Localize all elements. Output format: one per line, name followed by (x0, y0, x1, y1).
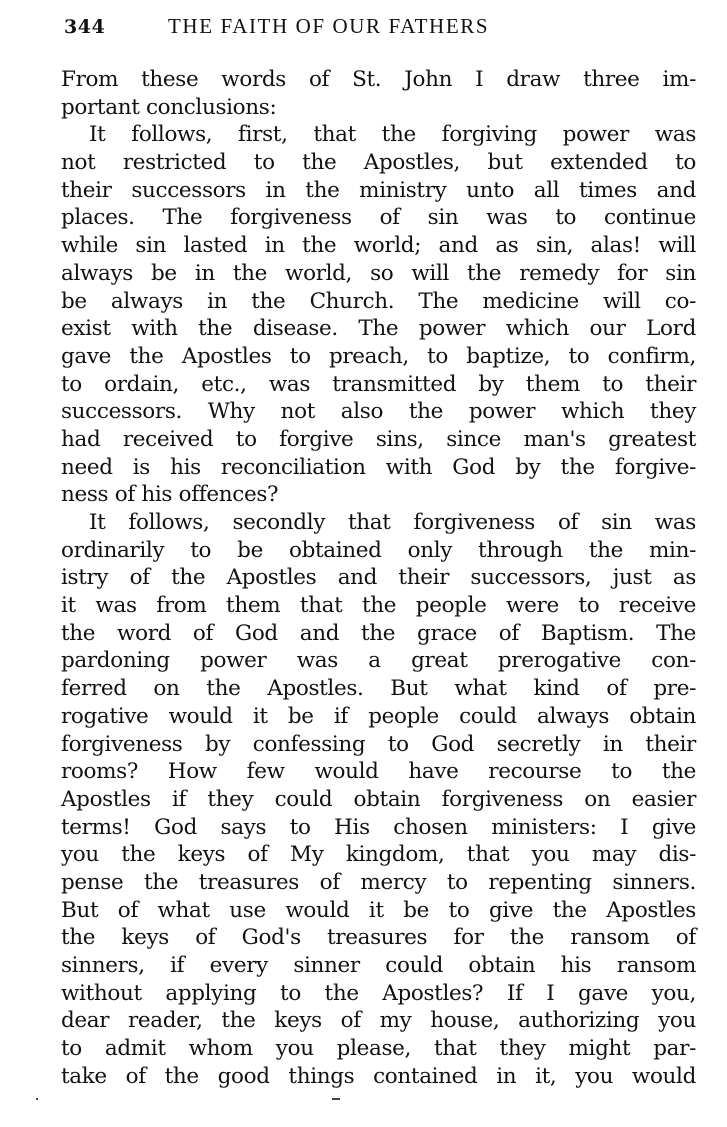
text-line: istry of the Apostles and their successors, just as (61, 565, 696, 591)
text-line: take of the good things contained in it, you would (61, 1063, 696, 1089)
text-line: their successors in the ministry unto all times and (61, 177, 696, 203)
text-line: while sin lasted in the world; and as sin, alas! will (61, 233, 696, 259)
text-line: From these words of St. John I draw three im- (61, 67, 696, 92)
text-line: pardoning power was a great prerogative con- (61, 648, 696, 674)
footer-printer-mark (332, 1098, 340, 1100)
text-line: ordinarily to be obtained only through the min- (61, 537, 696, 563)
text-line: It follows, secondly that forgiveness of sin was (89, 510, 696, 535)
text-line: dear reader, the keys of my house, authorizing you (61, 1008, 696, 1034)
body-text (61, 66, 696, 1090)
text-line: to admit whom you please, that they might par- (61, 1036, 696, 1062)
text-line: rooms? How few would have recourse to the (61, 759, 696, 785)
page-header (64, 14, 694, 50)
running-title: THE FAITH OF OUR FATHERS (168, 14, 490, 38)
page-number: 344 (64, 16, 106, 38)
text-line: not restricted to the Apostles, but extended to (61, 150, 696, 176)
text-line: the keys of God's treasures for the ransom of (61, 925, 696, 951)
text-line: always be in the world, so will the remedy for sin (61, 260, 696, 286)
text-line: gave the Apostles to preach, to baptize, to confirm, (61, 343, 696, 369)
text-line: had received to forgive sins, since man's greatest (61, 426, 696, 452)
text-line: exist with the disease. The power which our Lord (61, 316, 696, 342)
text-line: it was from them that the people were to receive (61, 593, 696, 619)
text-line: you the keys of My kingdom, that you may dis- (61, 842, 696, 868)
text-line: ferred on the Apostles. But what kind of pre- (61, 676, 696, 702)
text-line: be always in the Church. The medicine will co- (61, 288, 696, 314)
text-line: places. The forgiveness of sin was to continue (61, 205, 696, 231)
text-line: rogative would it be if people could always obtain (61, 703, 696, 729)
text-line: Apostles if they could obtain forgiveness on easier (61, 786, 696, 812)
text-line: the word of God and the grace of Baptism. The (61, 620, 696, 646)
text-line: ness of his offences? (61, 482, 279, 508)
text-line: But of what use would it be to give the Apostles (61, 897, 696, 923)
text-line: portant conclusions: (61, 94, 277, 120)
text-line: forgiveness by confessing to God secretly in their (61, 731, 696, 757)
corner-speck (36, 1098, 38, 1100)
text-line: without applying to the Apostles? If I gave you, (61, 980, 696, 1006)
text-line: successors. Why not also the power which they (61, 399, 696, 425)
text-line: sinners, if every sinner could obtain his ransom (61, 953, 696, 978)
text-line: to ordain, etc., was transmitted by them to their (61, 371, 696, 397)
text-line: need is his reconciliation with God by the forgive- (61, 454, 696, 480)
text-line: pense the treasures of mercy to repenting sinners. (61, 869, 696, 895)
text-line: terms! God says to His chosen ministers: I give (61, 814, 696, 840)
text-line: It follows, first, that the forgiving power was (89, 122, 696, 148)
